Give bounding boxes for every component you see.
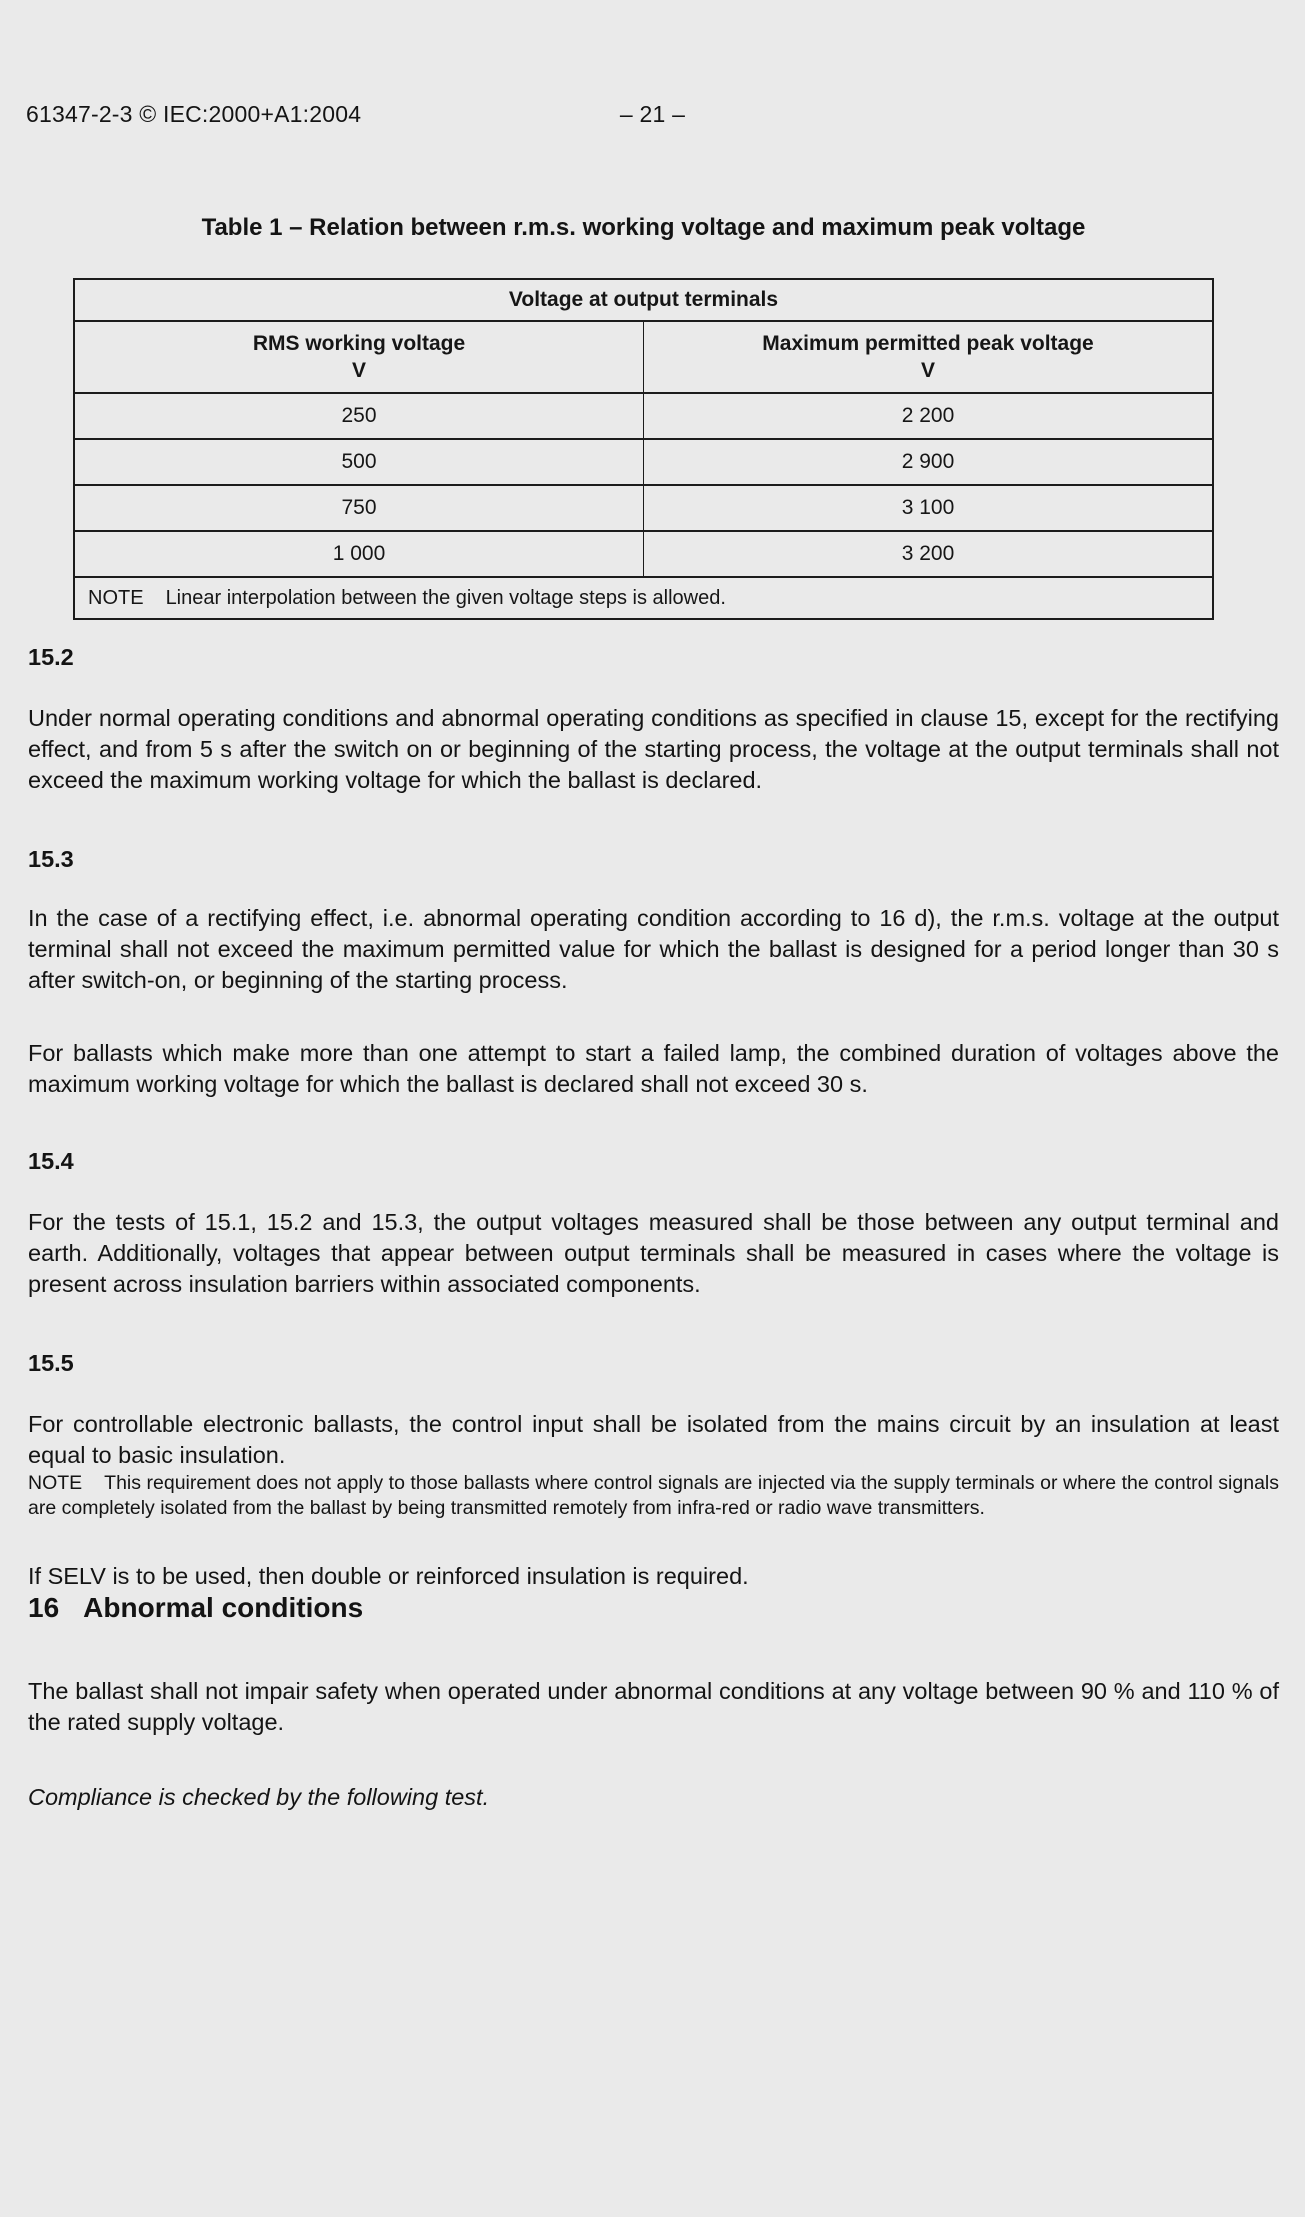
paragraph-selv: If SELV is to be used, then double or reinforced insulation is required.	[28, 1563, 749, 1589]
running-header	[26, 0, 1279, 128]
cell-peak-3100: 3 100	[901, 496, 955, 519]
document-id: 61347-2-3 © IEC:2000+A1:2004	[26, 101, 362, 127]
table-row	[74, 393, 1213, 439]
paragraph-15-3-1: In the case of a rectifying effect, i.e. abnormal operating condition according to 16 d), the r.m.s. voltage at the output terminal shall not exceed the maximum permitted value for which the ballast is designed for a period longer than 30 s after switch-on, or beginning of the starting process.	[28, 905, 1279, 993]
heading-15-4: 15.4	[28, 1148, 74, 1174]
table-row	[74, 531, 1213, 577]
column-header-peak	[644, 321, 1214, 393]
paragraph-16: The ballast shall not impair safety when operated under abnormal conditions at any voltage between 90 % and 110 % of the rated supply voltage.	[28, 1678, 1279, 1735]
cell-rms-250: 250	[74, 393, 644, 439]
cell-rms-750: 750	[74, 485, 644, 531]
clause-16-number: 16	[28, 1592, 60, 1623]
cell-peak-2900: 2 900	[901, 450, 955, 473]
paragraph-15-3-2: For ballasts which make more than one attempt to start a failed lamp, the combined duration of voltages above the maximum working voltage for which the ballast is declared shall not exceed 30 s.	[28, 1040, 1279, 1097]
heading-16	[28, 1592, 1279, 1624]
heading-15-2: 15.2	[28, 644, 74, 670]
compliance-statement: Compliance is checked by the following test.	[28, 1784, 490, 1810]
note-15-5	[28, 1471, 1279, 1521]
voltage-table	[73, 278, 1214, 620]
table-title: Table 1 – Relation between r.m.s. working voltage and maximum peak voltage	[201, 214, 1086, 241]
table-note	[74, 577, 1213, 619]
paragraph-15-2: Under normal operating conditions and abnormal operating conditions as specified in clause 15, except for the rectifying effect, and from 5 s after the switch on or beginning of the starting process, the voltage at the output terminals shall not exceed the maximum working voltage for which the ballast is declared.	[28, 705, 1279, 793]
heading-15-5: 15.5	[28, 1350, 74, 1376]
page-number: – 21 –	[619, 101, 686, 127]
column-header-rms-unit: V	[351, 359, 366, 382]
table-header-row	[74, 321, 1213, 393]
cell-rms-1000: 1 000	[74, 531, 644, 577]
table-note-text: Linear interpolation between the given voltage steps is allowed.	[165, 586, 726, 609]
table-caption: Voltage at output terminals	[508, 288, 779, 311]
cell-rms-500: 500	[74, 439, 644, 485]
column-header-peak-unit: V	[920, 359, 935, 382]
table-row	[74, 439, 1213, 485]
table-note-label: NOTE	[88, 586, 144, 609]
table-row	[74, 485, 1213, 531]
cell-peak-3200: 3 200	[901, 542, 955, 565]
paragraph-15-5: For controllable electronic ballasts, the control input shall be isolated from the mains circuit by an insulation at least equal to basic insulation.	[28, 1411, 1279, 1468]
table-note-row	[74, 577, 1213, 619]
cell-peak-2200: 2 200	[901, 404, 955, 427]
column-header-rms-label: RMS working voltage	[252, 332, 466, 355]
clause-16-title: Abnormal conditions	[83, 1592, 364, 1623]
note-15-5-label: NOTE	[28, 1472, 83, 1494]
note-15-5-text: This requirement does not apply to those ballasts where control signals are injected via the supply terminals or where the control signals are completely isolated from the ballast by being transmitted remotely from infra-red or radio wave transmitters.	[28, 1472, 1279, 1519]
table-caption-row	[74, 279, 1213, 321]
paragraph-15-4: For the tests of 15.1, 15.2 and 15.3, the output voltages measured shall be those between any output terminal and earth. Additionally, voltages that appear between output terminals shall be measured in cases where the voltage is present across insulation barriers within associated components.	[28, 1209, 1279, 1297]
column-header-rms	[74, 321, 644, 393]
heading-15-3: 15.3	[28, 846, 74, 872]
column-header-peak-label: Maximum permitted peak voltage	[762, 332, 1094, 355]
